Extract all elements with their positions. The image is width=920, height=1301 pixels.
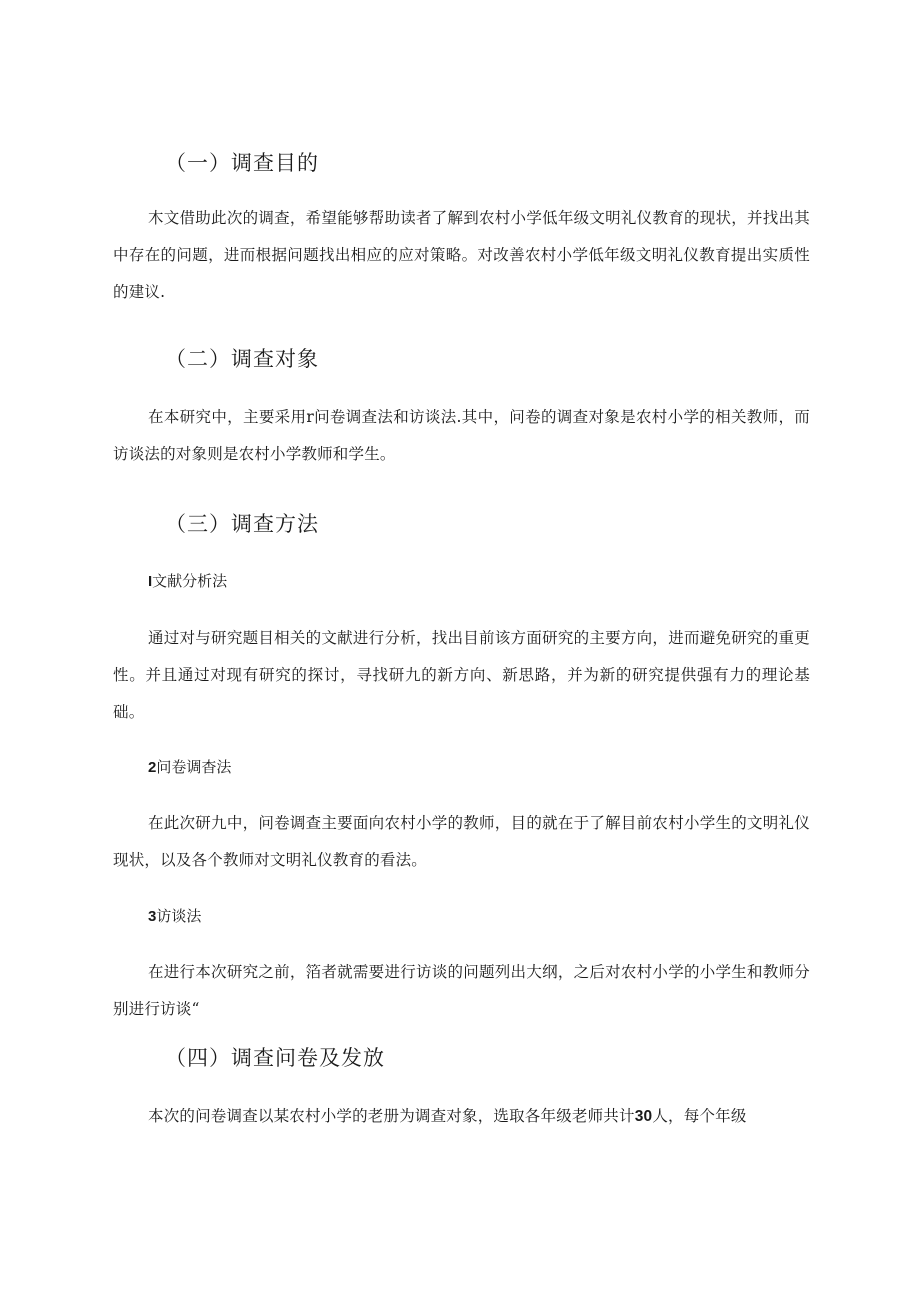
section-heading-questionnaire-distribution: （四）调查问卷及发放 — [165, 1046, 385, 1070]
method-heading-questionnaire — [148, 756, 231, 777]
section-heading-methods: （三）调查方法 — [165, 512, 319, 536]
method-number: 2 — [148, 759, 157, 776]
method-title: 访谈法 — [156, 907, 202, 925]
paragraph-questionnaire: 在此次研九中，问卷调查主要面向农村小学的教师，目的就在于了解目前农村小学生的文明礼仪现状，以及各个教师对文明礼仪教育的看法。 — [113, 814, 810, 869]
paragraph-questionnaire-distribution — [113, 1098, 810, 1135]
method-heading-literature — [148, 570, 227, 591]
method-number: 3 — [148, 908, 157, 925]
method-heading-interview — [148, 905, 201, 926]
paragraph-subjects: 在本研究中，主要采用r问卷调查法和访谈法.其中，问卷的调查对象是农村小学的相关教师，而访谈法的对象则是农村小学教师和学生。 — [113, 408, 810, 463]
method-title: 问卷调杳法 — [156, 758, 232, 776]
teacher-count: 30 — [634, 1108, 653, 1125]
method-title: 文献分析法 — [152, 572, 228, 590]
method-number: I — [148, 573, 153, 590]
paragraph-text-end: 人，每个年级 — [652, 1107, 747, 1125]
paragraph-literature: 通过对与研究题目相关的文献进行分析，找出目前该方面研究的主要方向，进而避免研究的重更性。并且通过对现有研究的探讨，寻找研九的新方向、新思路，并为新的研究提供强有力的理论基础。 — [113, 629, 810, 721]
paragraph-interview: 在进行本次研究之前，箔者就需要进行访谈的问题列出大纲，之后对农村小学的小学生和教师分别进行访谈“ — [113, 963, 810, 1018]
paragraph-purpose: 木文借助此次的调查，希望能够帮助读者了解到农村小学低年级文明礼仪教育的现状，并找出其中存在的问题，进而根据问题找出相应的应对策略。对改善农村小学低年级文明礼仪教育提出实质性的建议. — [113, 209, 810, 301]
paragraph-text-start: 本次的问卷调查以某农村小学的老册为调查对象，选取各年级老师共计 — [148, 1107, 635, 1125]
section-heading-purpose: （一）调查目的 — [165, 151, 319, 175]
section-heading-subjects: （二）调查对象 — [165, 347, 319, 371]
